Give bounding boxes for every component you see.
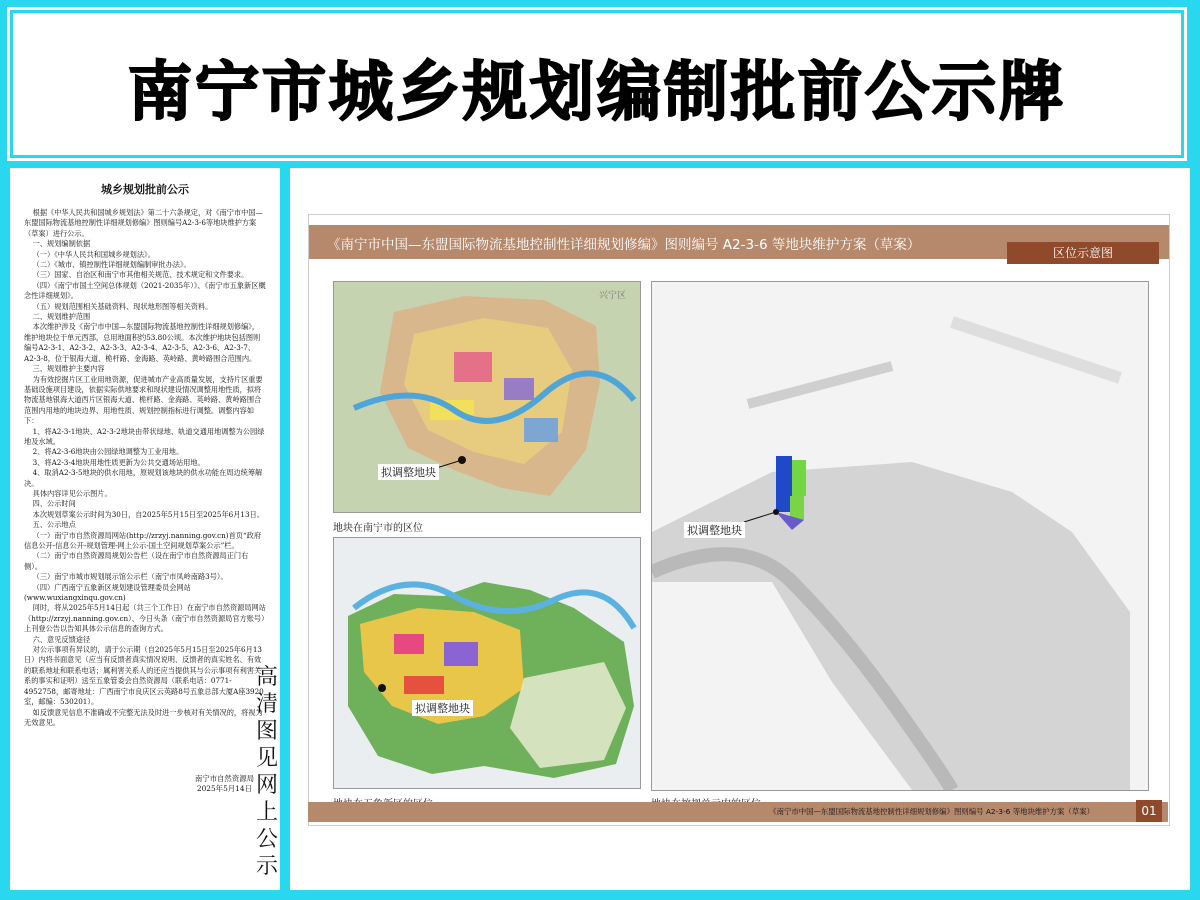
notice-paragraph: （二）南宁市自然资源局规划公告栏（设在南宁市自然资源局正门右侧）。 xyxy=(24,551,249,571)
notice-paragraph: 四、公示时间 xyxy=(32,499,76,509)
plan-sheet xyxy=(308,214,1170,826)
notice-paragraph: （三）南宁市城市规划展示馆公示栏（南宁市凤岭南路3号）。 xyxy=(32,572,228,582)
map-nanning-caption: 地块在南宁市的区位 xyxy=(333,523,423,534)
notice-paragraph: 如反馈意见信息不准确或不完整无法及时进一步核对有关情况的，将视为无效意见。 xyxy=(24,707,263,727)
notice-paragraph: 2、将A2-3-6地块由公园绿地调整为工业用地。 xyxy=(32,447,184,457)
map-wuxiang xyxy=(333,537,641,789)
map-nanning-city xyxy=(333,281,641,513)
wuxiang-map-graphic xyxy=(334,538,640,788)
notice-body xyxy=(24,208,266,728)
signature xyxy=(195,774,254,794)
notice-paragraph: （五）规划范围相关基础资料、现状地形图等相关资料。 xyxy=(32,301,213,311)
notice-paragraph: 本次规划草案公示时间为30日，自2025年5月15日至2025年6月13日。 xyxy=(32,509,264,519)
location-diagram-tag: 区位示意图 xyxy=(1007,242,1159,264)
title-bar xyxy=(10,10,1184,158)
notice-paragraph: （四）《南宁市国土空间总体规划（2021-2035年）》、《南宁市五象新区概念性详细规划》。 xyxy=(24,280,266,301)
signature-org: 南宁市自然资源局 xyxy=(194,774,254,783)
map-wuxiang-callout: 拟调整地块 xyxy=(412,700,473,716)
notice-panel xyxy=(10,168,280,890)
notice-paragraph: 二、规划维护范围 xyxy=(32,312,91,322)
notice-paragraph: 1、将A2-3-1地块、A2-3-2地块由带状绿地、轨道交通用地调整为公园绿地及水域。 xyxy=(24,426,265,446)
map-control-unit xyxy=(651,281,1149,791)
page-number: 01 xyxy=(1136,800,1162,822)
notice-paragraph: 同时，将从2025年5月14日起（共三个工作日）在南宁市自然资源局网站（http://zrzyj.nanning.gov.cn）、今日头条（南宁市自然资源局官方账号）上刊登公告以告知具体公示信息的查询方式。 xyxy=(24,603,266,634)
board-title: 南宁市城乡规划编制批前公示牌 xyxy=(128,56,1066,130)
notice-paragraph: 对公示事项有异议的，请于公示期（自2025年5月15日至2025年6月13日）内将书面意见（应当有反馈者真实情况说明、反馈者的真实姓名、有效的联系地址和联系电话；属利害关系人的还应当提供其与公示事项有利害关系的事实和证明）送至五象管委会自然资源局（联系电话：0771-4952758，邮寄地址：广西南宁市良庆区云英路8号五象总部大厦A座3920室，邮编：530201）。 xyxy=(24,645,264,707)
notice-paragraph: 六、意见反馈途径 xyxy=(32,634,91,644)
notice-paragraph: 五、公示地点 xyxy=(32,520,76,530)
notice-paragraph: 为有效挖掘片区工业用地资源，促进城市产业高质量发展，支持片区重要基础设施项目建设，依据实际供地要求和现状建设情况调整用地性质，拟将物流基地银海大道西片区银海大道、桅杆路、金海路、英岭路、黄岭路围合范围内用地的地块边界、用地性质、规划控制指标进行调整。调整内容如下： xyxy=(24,374,263,426)
plan-footer-text: 《南宁市中国—东盟国际物流基地控制性详细规划修编》图则编号 A2-3-6 等地块维护方案（草案） xyxy=(769,807,1094,816)
notice-paragraph: （四）广西南宁五象新区规划建设管理委员会网站(www.wuxiangxinqu.gov.cn) xyxy=(24,582,191,603)
map-nanning-district-label: 兴宁区 xyxy=(599,291,627,301)
notice-paragraph: 3、将A2-3-4地块用地性质更新为公共交通场站用地。 xyxy=(32,457,205,467)
notice-paragraph: （三）国家、自治区和南宁市其他相关规范、技术规定和文件要求。 xyxy=(32,270,249,280)
notice-paragraph: 根据《中华人民共和国城乡规划法》第二十六条规定，对《南宁市中国—东盟国际物流基地控制性详细规划修编》图则编号A2-3-6等地块维护方案（草案）进行公示。 xyxy=(24,208,263,238)
notice-paragraph: 4、取消A2-3-5地块的供水用地，原规划该地块的供水功能在周边统筹解决。 xyxy=(24,468,263,488)
notice-paragraph: 具体内容详见公示图片。 xyxy=(32,488,112,498)
notice-paragraph: 一、规划编制依据 xyxy=(32,239,91,249)
plan-footer-band xyxy=(308,802,1168,822)
notice-paragraph: 本次维护涉及《南宁市中国—东盟国际物流基地控制性详细规划修编》，维护地块位于单元西部，总用地面积约53.80公顷。本次维护地块包括图则编号A2-3-1、A2-3-2、A2-3-3、A2-3-4、A2-3-5、A2-3-6、A2-3-7、A2-3-8，位于银海大道、桅杆路、金海路、英岭路、黄岭路围合范围内。 xyxy=(24,322,261,363)
notice-paragraph: （一）南宁市自然资源局网站(http://zrzyj.nanning.gov.cn)首页“政府信息公开-信息公开-规划管理-网上公示-国土空间规划草案公示”栏。 xyxy=(24,530,262,550)
notice-paragraph: 三、规划维护主要内容 xyxy=(32,364,105,374)
signature-date: 2025年5月14日 xyxy=(196,784,252,793)
plan-title: 《南宁市中国—东盟国际物流基地控制性详细规划修编》图则编号 A2-3-6 等地块维护方案（草案） xyxy=(327,237,921,253)
notice-paragraph: （一）《中华人民共和国城乡规划法》。 xyxy=(32,249,155,259)
notice-paragraph: （二）《城市、镇控制性详细规划编制审批办法》。 xyxy=(32,260,191,270)
map-control-unit-callout: 拟调整地块 xyxy=(684,522,745,538)
plan-panel xyxy=(290,168,1190,890)
notice-title: 城乡规划批前公示 xyxy=(101,183,189,196)
hd-online-note: 高清图见网上公示 xyxy=(255,665,278,879)
map-nanning-callout: 拟调整地块 xyxy=(378,464,439,480)
